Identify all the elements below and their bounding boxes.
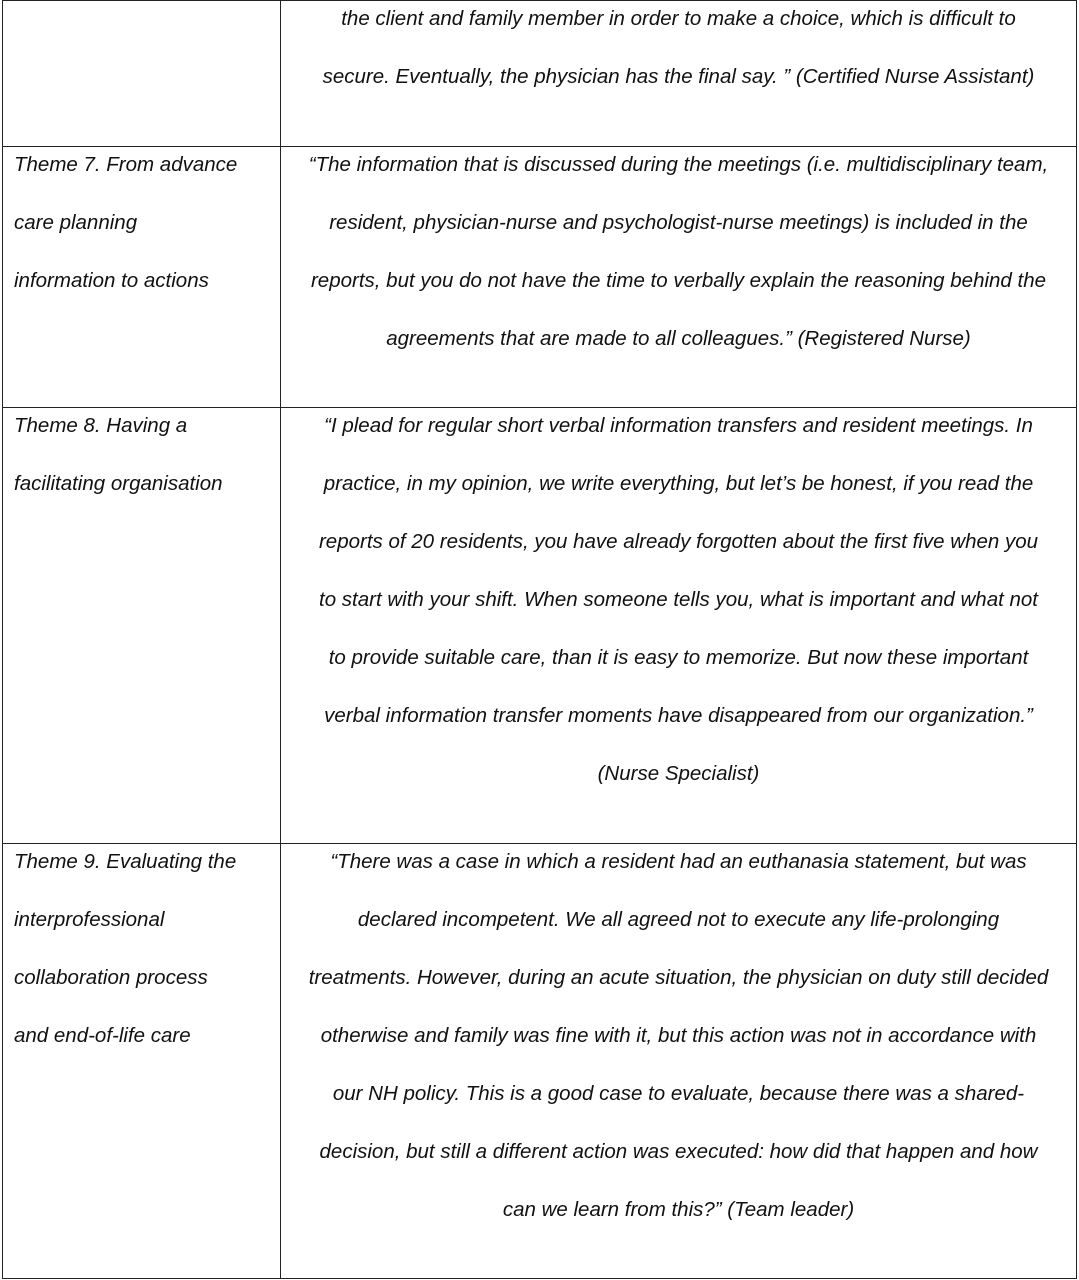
quote-cell bbox=[281, 1, 1077, 147]
themes-quotes-table bbox=[2, 0, 1077, 1279]
quote-line: resident, physician-nurse and psychologist-nurse meetings) is included in the bbox=[329, 211, 1028, 234]
quote-line: “I plead for regular short verbal information transfers and resident meetings. In bbox=[324, 414, 1033, 437]
quote-cell bbox=[281, 147, 1077, 408]
theme-label-line: information to actions bbox=[14, 269, 209, 292]
quote-line: (Nurse Specialist) bbox=[597, 762, 760, 785]
quote-line: secure. Eventually, the physician has the final say. ” (Certified Nurse Assistant) bbox=[322, 65, 1035, 88]
quote-cell bbox=[281, 408, 1077, 844]
quote-line: the client and family member in order to make a choice, which is difficult to bbox=[341, 7, 1016, 30]
theme-label-line: facilitating organisation bbox=[14, 472, 223, 495]
theme-label-line: interprofessional bbox=[14, 908, 165, 931]
theme-cell bbox=[3, 147, 281, 408]
quote-cell bbox=[281, 844, 1077, 1279]
theme-cell bbox=[3, 1, 281, 147]
table-row bbox=[3, 408, 1077, 844]
quote-line: to provide suitable care, than it is easy to memorize. But now these important bbox=[328, 646, 1029, 669]
quote-line: “There was a case in which a resident had an euthanasia statement, but was bbox=[330, 850, 1027, 873]
table-row bbox=[3, 147, 1077, 408]
quote-line: reports of 20 residents, you have already forgotten about the first five when you bbox=[318, 530, 1039, 553]
theme-label-line: and end-of-life care bbox=[14, 1024, 191, 1047]
quote-line: “The information that is discussed during the meetings (i.e. multidisciplinary team, bbox=[308, 153, 1049, 176]
theme-label-line: Theme 7. From advance bbox=[14, 153, 238, 176]
quote-line: our NH policy. This is a good case to evaluate, because there was a shared- bbox=[332, 1082, 1025, 1105]
quote-line: declared incompetent. We all agreed not to execute any life-prolonging bbox=[357, 908, 1000, 931]
quote-line: practice, in my opinion, we write everything, but let’s be honest, if you read the bbox=[323, 472, 1034, 495]
theme-label-line: Theme 9. Evaluating the bbox=[14, 850, 237, 873]
theme-label-line: collaboration process bbox=[14, 966, 208, 989]
quote-line: agreements that are made to all colleagues.” (Registered Nurse) bbox=[386, 327, 971, 350]
theme-label-line: Theme 8. Having a bbox=[14, 414, 188, 437]
theme-cell bbox=[3, 844, 281, 1279]
theme-label-line: care planning bbox=[14, 211, 138, 234]
quote-line: otherwise and family was fine with it, but this action was not in accordance with bbox=[320, 1024, 1037, 1047]
quote-line: treatments. However, during an acute situation, the physician on duty still decided bbox=[308, 966, 1049, 989]
quote-line: verbal information transfer moments have disappeared from our organization.” bbox=[324, 704, 1033, 727]
quote-line: decision, but still a different action was executed: how did that happen and how bbox=[319, 1140, 1038, 1163]
quote-line: to start with your shift. When someone tells you, what is important and what not bbox=[319, 588, 1038, 611]
quote-line: reports, but you do not have the time to verbally explain the reasoning behind the bbox=[310, 269, 1047, 292]
table-row bbox=[3, 1, 1077, 147]
table-row bbox=[3, 844, 1077, 1279]
quote-line: can we learn from this?” (Team leader) bbox=[502, 1198, 855, 1221]
theme-cell bbox=[3, 408, 281, 844]
